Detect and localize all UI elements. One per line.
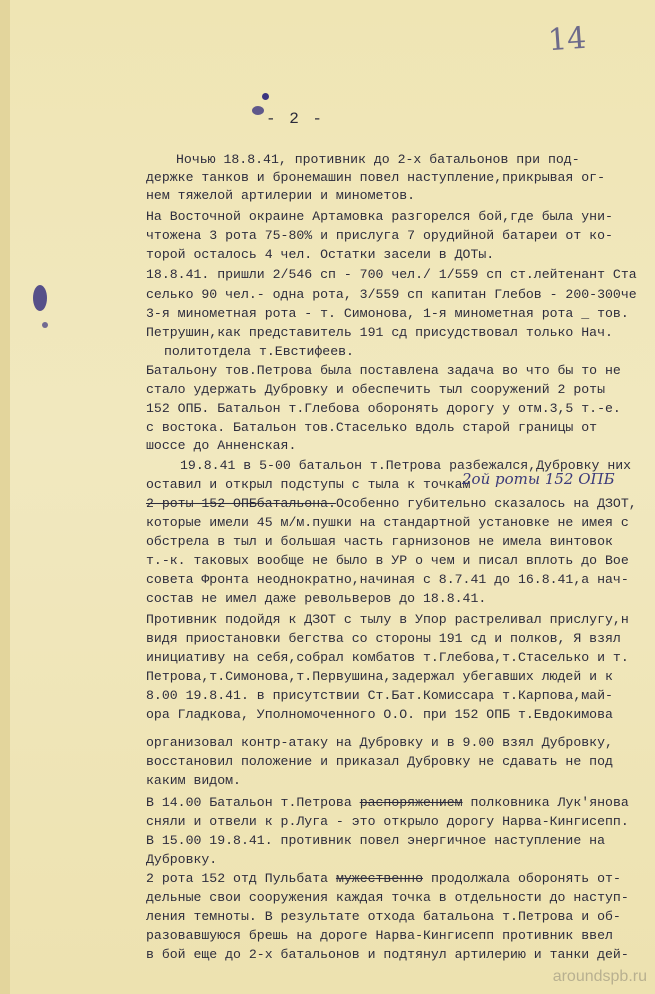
text-line: с востока. Батальон тов.Стаселько вдоль старой границы от <box>146 420 598 435</box>
ink-blot <box>262 93 269 100</box>
text-line: Петрова,т.Симонова,т.Первушина,задержал убегавших людей и к <box>146 669 613 684</box>
text-line: видя приостановки бегства со стороны 191 сд и полков, Я взял <box>146 631 621 646</box>
text-line: нем тяжелой артилерии и минометов. <box>146 188 416 203</box>
paper-edge <box>0 0 10 994</box>
text-line: ора Гладкова, Уполномоченного О.О. при 152 ОПБ т.Евдокимова <box>146 707 613 722</box>
text-span: полковника Лук'янова <box>470 795 629 810</box>
text-line <box>146 795 629 811</box>
text-line: совета Фронта неоднократно,начиная с 8.7.41 до 16.8.41,а нач- <box>146 572 629 587</box>
text-span: 2 рота 152 отд Пульбата <box>146 871 329 886</box>
struck-text: мужественно <box>335 871 424 886</box>
text-line: обстрела в тыл и большая часть гарнизонов не имела винтовок <box>146 534 613 549</box>
struck-text: батальона. <box>256 496 336 511</box>
text-line: Противник подойдя к ДЗОТ с тылу в Упор растреливал прислугу,н <box>146 612 629 627</box>
text-line: селько 90 чел.- одна рота, 3/559 сп капитан Глебов - 200-300че <box>146 287 637 302</box>
text-line: восстановил положение и приказал Дубровку не сдавать не под <box>146 754 613 769</box>
text-span: Особенно губительно сказалось на ДЗОТ, <box>335 496 637 511</box>
text-line: т.-к. таковых вообще не было в УР о чем и писал вплоть до Вое <box>146 553 629 568</box>
text-line: 152 ОПБ. Батальон т.Глебова оборонять дорогу у отм.3,5 т.-е. <box>146 401 621 416</box>
handwritten-annotation: 2ой роты 152 ОПБ <box>462 470 615 488</box>
struck-text: 2 роты 152 ОПБ <box>146 496 257 511</box>
ink-blot <box>33 285 47 311</box>
handwritten-sheet-number: 14 <box>546 20 588 59</box>
ink-blot <box>252 106 264 115</box>
text-line: 3-я минометная рота - т. Симонова, 1-я минометная рота _ тов. <box>146 306 629 321</box>
text-line: шоссе до Анненская. <box>146 438 297 453</box>
text-line: политотдела т.Евстифеев. <box>164 344 354 359</box>
text-line: состав не имел даже револьверов до 18.8.41. <box>146 591 487 606</box>
text-line: Дубровку. <box>146 852 218 867</box>
text-line: торой осталось 4 чел. Остатки засели в ДОТы. <box>146 247 495 262</box>
text-line: разовавшуюся брешь на дороге Нарва-Кингисепп противник ввел <box>146 928 613 943</box>
text-line: дельные свои сооружения каждая точка в отдельности до наступ- <box>146 890 629 905</box>
text-line: оставил и открыл подступы с тыла к точкам <box>146 477 471 492</box>
page-number: - 2 - <box>266 110 325 128</box>
ink-blot <box>42 322 48 328</box>
text-line: сняли и отвели к р.Луга - это открыло дорогу Нарва-Кингисепп. <box>146 814 629 829</box>
watermark: aroundspb.ru <box>552 968 647 985</box>
text-line: Ночью 18.8.41, противник до 2-х батальонов при под- <box>176 152 580 167</box>
text-line: На Восточной окраине Артамовка разгорелся бой,где была уни- <box>146 209 613 224</box>
text-span: В 14.00 Батальон т.Петрова <box>146 795 352 810</box>
text-line: Петрушин,как представитель 191 сд присудствовал только Нач. <box>146 325 613 340</box>
text-line: В 15.00 19.8.41. противник повел энергичное наступление на <box>146 833 605 848</box>
text-line: 19.8.41 в 5-00 батальон т.Петрова разбежался,Дубровку них <box>180 458 632 473</box>
text-line: в бой еще до 2-х батальонов и подтянул артилерию и танки дей- <box>146 947 629 962</box>
text-line <box>146 871 621 887</box>
text-line: которые имели 45 м/м.пушки на стандартной установке не имея с <box>146 515 629 530</box>
text-span: продолжала оборонять от- <box>430 871 621 886</box>
text-line <box>146 496 637 512</box>
text-line: держке танков и бронемашин повел наступление,прикрывая ог- <box>146 170 605 185</box>
text-line: Батальону тов.Петрова была поставлена задача во что бы то не <box>146 363 621 378</box>
text-line: 8.00 19.8.41. в присутствии Ст.Бат.Комиссара т.Карпова,май- <box>146 688 613 703</box>
text-line: каким видом. <box>146 773 241 788</box>
text-line: стало удержать Дубровку и обеспечить тыл сооружений 2 роты <box>146 382 605 397</box>
text-line: ления темноты. В результате отхода батальона т.Петрова и об- <box>146 909 621 924</box>
text-line: организовал контр-атаку на Дубровку и в 9.00 взял Дубровку, <box>146 735 613 750</box>
text-line: инициативу на себя,собрал комбатов т.Глебова,т.Стаселько и т. <box>146 650 629 665</box>
text-line: чтожена 3 рота 75-80% и прислуга 7 орудийной батареи от ко- <box>146 228 613 243</box>
text-line: 18.8.41. пришли 2/546 сп - 700 чел./ 1/559 сп ст.лейтенант Ста <box>146 267 637 282</box>
struck-text: распоряжением <box>359 795 463 810</box>
